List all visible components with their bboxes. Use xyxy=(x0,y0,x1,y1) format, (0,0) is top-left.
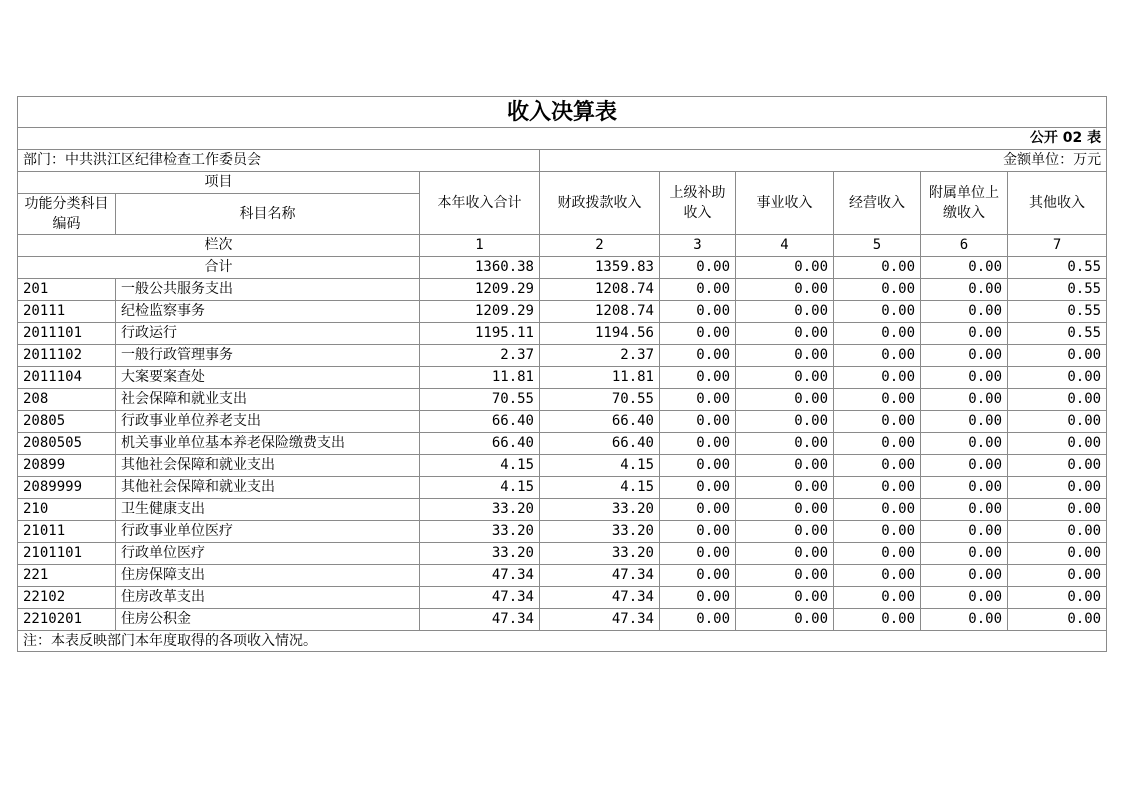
department-label: 部门：中共洪江区纪律检查工作委员会 xyxy=(18,150,540,172)
row-amount-cell: 66.40 xyxy=(420,433,540,455)
row-function-code: 2011104 xyxy=(18,367,116,389)
row-amount-cell: 0.00 xyxy=(921,455,1008,477)
row-amount-cell: 0.00 xyxy=(834,367,921,389)
column-index-number: 6 xyxy=(921,235,1008,257)
row-amount-cell: 0.00 xyxy=(921,389,1008,411)
page-title: 收入决算表 xyxy=(18,97,1107,128)
column-index-number: 1 xyxy=(420,235,540,257)
row-function-code: 2080505 xyxy=(18,433,116,455)
row-amount-cell: 0.00 xyxy=(660,301,736,323)
table-row xyxy=(18,609,1107,631)
row-amount-cell: 0.00 xyxy=(660,389,736,411)
row-function-code: 201 xyxy=(18,279,116,301)
column-index-label: 栏次 xyxy=(18,235,420,257)
row-subject-name: 行政事业单位医疗 xyxy=(116,521,420,543)
total-cell: 0.00 xyxy=(660,257,736,279)
row-amount-cell: 0.00 xyxy=(1008,411,1107,433)
row-amount-cell: 0.00 xyxy=(736,565,834,587)
unit-label: 金额单位：万元 xyxy=(540,150,1107,172)
row-amount-cell: 0.00 xyxy=(921,499,1008,521)
row-amount-cell: 66.40 xyxy=(540,411,660,433)
row-amount-cell: 0.00 xyxy=(660,543,736,565)
total-label: 合计 xyxy=(18,257,420,279)
row-amount-cell: 0.00 xyxy=(921,301,1008,323)
table-row xyxy=(18,587,1107,609)
row-amount-cell: 4.15 xyxy=(420,455,540,477)
row-amount-cell: 1194.56 xyxy=(540,323,660,345)
row-amount-cell: 1208.74 xyxy=(540,301,660,323)
table-row xyxy=(18,279,1107,301)
row-amount-cell: 33.20 xyxy=(540,543,660,565)
row-amount-cell: 0.00 xyxy=(660,565,736,587)
row-amount-cell: 0.00 xyxy=(660,499,736,521)
row-amount-cell: 0.00 xyxy=(660,609,736,631)
row-amount-cell: 1208.74 xyxy=(540,279,660,301)
row-amount-cell: 47.34 xyxy=(420,587,540,609)
total-cell: 0.00 xyxy=(921,257,1008,279)
column-index-number: 7 xyxy=(1008,235,1107,257)
row-subject-name: 住房公积金 xyxy=(116,609,420,631)
row-amount-cell: 0.00 xyxy=(660,279,736,301)
row-subject-name: 一般行政管理事务 xyxy=(116,345,420,367)
row-amount-cell: 0.00 xyxy=(1008,609,1107,631)
row-subject-name: 行政单位医疗 xyxy=(116,543,420,565)
row-amount-cell: 0.00 xyxy=(921,609,1008,631)
total-cell: 0.55 xyxy=(1008,257,1107,279)
row-function-code: 210 xyxy=(18,499,116,521)
row-subject-name: 纪检监察事务 xyxy=(116,301,420,323)
row-amount-cell: 0.00 xyxy=(660,433,736,455)
row-amount-cell: 0.00 xyxy=(834,389,921,411)
column-index-row xyxy=(18,235,1107,257)
column-index-number: 2 xyxy=(540,235,660,257)
row-amount-cell: 0.00 xyxy=(834,609,921,631)
column-index-number: 3 xyxy=(660,235,736,257)
row-amount-cell: 33.20 xyxy=(540,499,660,521)
row-amount-cell: 0.00 xyxy=(736,521,834,543)
row-amount-cell: 0.00 xyxy=(660,323,736,345)
row-amount-cell: 4.15 xyxy=(540,455,660,477)
row-amount-cell: 66.40 xyxy=(420,411,540,433)
row-function-code: 2101101 xyxy=(18,543,116,565)
row-amount-cell: 0.00 xyxy=(834,477,921,499)
row-amount-cell: 0.00 xyxy=(921,323,1008,345)
row-amount-cell: 0.00 xyxy=(834,543,921,565)
total-cell: 1360.38 xyxy=(420,257,540,279)
row-amount-cell: 0.00 xyxy=(736,587,834,609)
header-superior-subsidy: 上级补助收入 xyxy=(660,172,736,235)
total-row xyxy=(18,257,1107,279)
table-row xyxy=(18,477,1107,499)
row-amount-cell: 0.00 xyxy=(660,411,736,433)
row-function-code: 2011101 xyxy=(18,323,116,345)
row-amount-cell: 0.00 xyxy=(736,433,834,455)
row-subject-name: 其他社会保障和就业支出 xyxy=(116,455,420,477)
header-function-code: 功能分类科目编码 xyxy=(18,194,116,235)
table-row xyxy=(18,367,1107,389)
row-amount-cell: 0.00 xyxy=(1008,455,1107,477)
row-amount-cell: 0.00 xyxy=(660,587,736,609)
row-amount-cell: 0.00 xyxy=(736,301,834,323)
row-amount-cell: 0.00 xyxy=(921,433,1008,455)
row-amount-cell: 0.00 xyxy=(736,609,834,631)
row-amount-cell: 0.00 xyxy=(921,367,1008,389)
header-item: 项目 xyxy=(18,172,420,194)
row-amount-cell: 1209.29 xyxy=(420,279,540,301)
row-amount-cell: 0.00 xyxy=(736,499,834,521)
row-amount-cell: 33.20 xyxy=(540,521,660,543)
row-amount-cell: 0.55 xyxy=(1008,279,1107,301)
row-amount-cell: 47.34 xyxy=(540,609,660,631)
row-subject-name: 卫生健康支出 xyxy=(116,499,420,521)
row-amount-cell: 0.00 xyxy=(1008,587,1107,609)
row-subject-name: 其他社会保障和就业支出 xyxy=(116,477,420,499)
table-row xyxy=(18,411,1107,433)
row-amount-cell: 0.00 xyxy=(1008,521,1107,543)
row-amount-cell: 0.00 xyxy=(660,455,736,477)
row-subject-name: 住房改革支出 xyxy=(116,587,420,609)
row-amount-cell: 0.00 xyxy=(736,279,834,301)
table-row xyxy=(18,499,1107,521)
row-amount-cell: 0.00 xyxy=(921,279,1008,301)
row-amount-cell: 47.34 xyxy=(420,609,540,631)
row-subject-name: 一般公共服务支出 xyxy=(116,279,420,301)
row-amount-cell: 0.00 xyxy=(834,455,921,477)
income-table xyxy=(17,96,1107,652)
header-business-income: 事业收入 xyxy=(736,172,834,235)
row-amount-cell: 0.00 xyxy=(736,477,834,499)
row-amount-cell: 0.00 xyxy=(1008,477,1107,499)
row-amount-cell: 0.00 xyxy=(660,345,736,367)
row-amount-cell: 0.00 xyxy=(1008,367,1107,389)
row-amount-cell: 0.00 xyxy=(834,565,921,587)
row-amount-cell: 1195.11 xyxy=(420,323,540,345)
table-row xyxy=(18,301,1107,323)
row-amount-cell: 0.00 xyxy=(834,499,921,521)
row-amount-cell: 2.37 xyxy=(540,345,660,367)
row-amount-cell: 0.00 xyxy=(1008,345,1107,367)
row-amount-cell: 0.00 xyxy=(834,521,921,543)
row-amount-cell: 0.00 xyxy=(736,367,834,389)
row-amount-cell: 0.00 xyxy=(1008,389,1107,411)
row-amount-cell: 33.20 xyxy=(420,521,540,543)
row-amount-cell: 0.55 xyxy=(1008,301,1107,323)
row-function-code: 221 xyxy=(18,565,116,587)
column-index-number: 4 xyxy=(736,235,834,257)
row-amount-cell: 0.00 xyxy=(834,433,921,455)
row-function-code: 208 xyxy=(18,389,116,411)
total-cell: 1359.83 xyxy=(540,257,660,279)
row-subject-name: 机关事业单位基本养老保险缴费支出 xyxy=(116,433,420,455)
row-subject-name: 社会保障和就业支出 xyxy=(116,389,420,411)
row-amount-cell: 0.00 xyxy=(736,455,834,477)
row-amount-cell: 0.00 xyxy=(736,345,834,367)
row-amount-cell: 47.34 xyxy=(420,565,540,587)
table-row xyxy=(18,345,1107,367)
row-amount-cell: 0.00 xyxy=(736,411,834,433)
table-note: 注：本表反映部门本年度取得的各项收入情况。 xyxy=(18,631,1107,652)
note-row xyxy=(18,631,1107,652)
row-amount-cell: 0.00 xyxy=(660,477,736,499)
row-function-code: 22102 xyxy=(18,587,116,609)
row-amount-cell: 70.55 xyxy=(540,389,660,411)
row-function-code: 2011102 xyxy=(18,345,116,367)
row-amount-cell: 0.00 xyxy=(921,411,1008,433)
row-amount-cell: 66.40 xyxy=(540,433,660,455)
row-amount-cell: 4.15 xyxy=(420,477,540,499)
row-amount-cell: 0.00 xyxy=(834,323,921,345)
column-index-number: 5 xyxy=(834,235,921,257)
header-total-income: 本年收入合计 xyxy=(420,172,540,235)
row-amount-cell: 0.00 xyxy=(660,367,736,389)
row-amount-cell: 0.00 xyxy=(921,477,1008,499)
row-amount-cell: 0.00 xyxy=(736,389,834,411)
total-cell: 0.00 xyxy=(834,257,921,279)
row-amount-cell: 0.00 xyxy=(921,521,1008,543)
row-amount-cell: 47.34 xyxy=(540,565,660,587)
table-row xyxy=(18,521,1107,543)
row-amount-cell: 0.00 xyxy=(834,345,921,367)
row-amount-cell: 0.00 xyxy=(834,411,921,433)
row-amount-cell: 0.00 xyxy=(736,543,834,565)
row-function-code: 2089999 xyxy=(18,477,116,499)
row-amount-cell: 0.00 xyxy=(1008,543,1107,565)
row-function-code: 20899 xyxy=(18,455,116,477)
row-amount-cell: 4.15 xyxy=(540,477,660,499)
row-amount-cell: 0.00 xyxy=(1008,433,1107,455)
header-subject-name: 科目名称 xyxy=(116,194,420,235)
row-function-code: 20805 xyxy=(18,411,116,433)
row-amount-cell: 0.00 xyxy=(736,323,834,345)
row-amount-cell: 47.34 xyxy=(540,587,660,609)
row-amount-cell: 2.37 xyxy=(420,345,540,367)
header-other-income: 其他收入 xyxy=(1008,172,1107,235)
row-amount-cell: 0.00 xyxy=(921,543,1008,565)
row-function-code: 2210201 xyxy=(18,609,116,631)
row-subject-name: 住房保障支出 xyxy=(116,565,420,587)
row-amount-cell: 0.00 xyxy=(834,301,921,323)
row-amount-cell: 0.00 xyxy=(834,587,921,609)
table-row xyxy=(18,565,1107,587)
row-subject-name: 行政运行 xyxy=(116,323,420,345)
row-subject-name: 行政事业单位养老支出 xyxy=(116,411,420,433)
row-amount-cell: 11.81 xyxy=(540,367,660,389)
row-amount-cell: 1209.29 xyxy=(420,301,540,323)
row-amount-cell: 0.00 xyxy=(921,587,1008,609)
row-function-code: 20111 xyxy=(18,301,116,323)
row-function-code: 21011 xyxy=(18,521,116,543)
row-amount-cell: 33.20 xyxy=(420,499,540,521)
row-amount-cell: 0.00 xyxy=(660,521,736,543)
row-amount-cell: 0.00 xyxy=(1008,565,1107,587)
row-amount-cell: 0.00 xyxy=(1008,499,1107,521)
row-amount-cell: 70.55 xyxy=(420,389,540,411)
header-affiliated-income: 附属单位上缴收入 xyxy=(921,172,1008,235)
header-operating-income: 经营收入 xyxy=(834,172,921,235)
income-statement-sheet xyxy=(17,96,1106,652)
row-amount-cell: 0.55 xyxy=(1008,323,1107,345)
row-amount-cell: 0.00 xyxy=(921,345,1008,367)
row-amount-cell: 0.00 xyxy=(921,565,1008,587)
table-row xyxy=(18,433,1107,455)
table-row xyxy=(18,323,1107,345)
row-amount-cell: 0.00 xyxy=(834,279,921,301)
row-amount-cell: 11.81 xyxy=(420,367,540,389)
total-cell: 0.00 xyxy=(736,257,834,279)
table-row xyxy=(18,389,1107,411)
table-row xyxy=(18,543,1107,565)
table-row xyxy=(18,455,1107,477)
row-subject-name: 大案要案查处 xyxy=(116,367,420,389)
row-amount-cell: 33.20 xyxy=(420,543,540,565)
header-fiscal-income: 财政拨款收入 xyxy=(540,172,660,235)
form-number: 公开 02 表 xyxy=(18,128,1107,150)
